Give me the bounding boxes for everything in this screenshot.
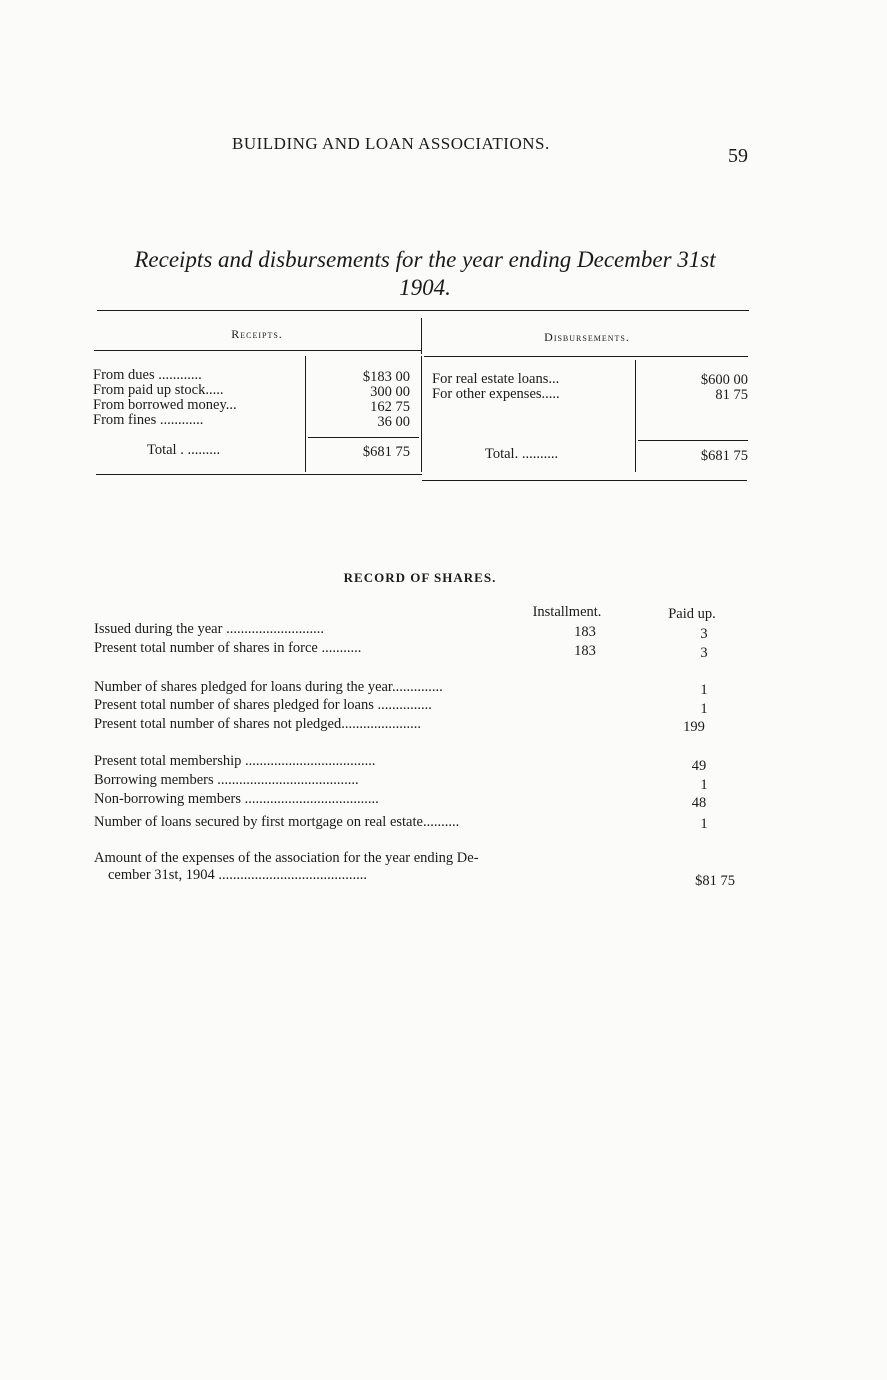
pledge-row-label: Number of shares pledged for loans during the year.............. (94, 679, 443, 695)
title-line-2: 1904. (399, 275, 451, 300)
member-row-label: Non-borrowing members ..................................... (94, 791, 379, 807)
receipt-amount: 300 00 (370, 384, 410, 400)
disbursement-amount: $600 00 (700, 372, 748, 388)
paid-up-column-header: Paid up. (668, 606, 716, 622)
disbursements-heading: Disbursements. (544, 330, 630, 344)
header-divider (421, 318, 422, 354)
page-number: 59 (728, 145, 748, 167)
disbursements-amount-divider (635, 360, 636, 472)
receipts-total-label: Total . ......... (147, 442, 221, 458)
receipts-amounts (310, 370, 410, 430)
disbursement-label: For other expenses..... (432, 386, 560, 402)
receipt-label: From paid up stock..... (93, 382, 224, 398)
receipts-total-rule (308, 437, 419, 438)
disbursements-total-label: Total. .......... (485, 446, 559, 462)
expenses-label-line-1: Amount of the expenses of the association for the year ending De- (94, 850, 479, 866)
pledge-row-label: Present total number of shares not pledged...................... (94, 716, 421, 732)
member-row-value: 49 (691, 758, 707, 774)
receipts-head-rule (94, 350, 421, 351)
receipt-label: From dues ............ (93, 367, 202, 383)
expenses-value: $81 75 (695, 873, 735, 889)
expenses-label-line-2: cember 31st, 1904 ......................................... (108, 867, 367, 883)
disbursement-label: For real estate loans... (432, 371, 560, 387)
table-top-rule (97, 310, 749, 311)
record-of-shares-title: RECORD OF SHARES. (343, 570, 497, 585)
receipt-amount: 162 75 (370, 399, 410, 415)
share-row-paid: 3 (700, 645, 708, 661)
disbursement-amount: 81 75 (715, 387, 748, 403)
disbursements-total-amount: $681 75 (700, 448, 748, 464)
disbursements-bottom-rule (422, 480, 747, 481)
member-row-value: 48 (691, 795, 707, 811)
running-title: BUILDING AND LOAN ASSOCIATIONS. (232, 134, 550, 153)
receipt-amount: 36 00 (377, 414, 410, 430)
title-line-1: Receipts and disbursements for the year ending December 31st (134, 247, 716, 272)
member-row-label: Borrowing members ....................................... (94, 772, 359, 788)
member-row-label: Number of loans secured by first mortgage on real estate.......... (94, 814, 460, 830)
share-row-installment: 183 (574, 643, 596, 659)
receipts-amount-divider (305, 356, 306, 472)
receipt-amount: $183 00 (362, 369, 410, 385)
share-row-label: Present total number of shares in force ........... (94, 640, 362, 656)
share-row-label: Issued during the year ........................... (94, 621, 324, 637)
receipts-total-amount: $681 75 (362, 444, 410, 460)
receipt-label: From fines ............ (93, 412, 204, 428)
member-row-label: Present total membership .................................... (94, 753, 376, 769)
disbursements-amounts (640, 373, 748, 403)
center-divider (421, 356, 422, 472)
member-row-value: 1 (700, 816, 708, 832)
pledge-row-value: 1 (700, 701, 708, 717)
receipts-bottom-rule (96, 474, 422, 475)
receipts-heading: Receipts. (231, 327, 283, 341)
installment-column-header: Installment. (532, 604, 602, 620)
member-row-value: 1 (700, 777, 708, 793)
pledge-row-label: Present total number of shares pledged for loans ............... (94, 697, 432, 713)
section-title (100, 246, 750, 302)
disbursements-total-rule (638, 440, 748, 441)
disbursements-labels (432, 372, 632, 402)
disbursements-head-rule (424, 356, 748, 357)
share-row-paid: 3 (700, 626, 708, 642)
share-row-installment: 183 (574, 624, 596, 640)
pledge-row-value: 199 (683, 719, 705, 735)
receipt-label: From borrowed money... (93, 397, 237, 413)
receipts-labels (93, 368, 303, 428)
pledge-row-value: 1 (700, 682, 708, 698)
